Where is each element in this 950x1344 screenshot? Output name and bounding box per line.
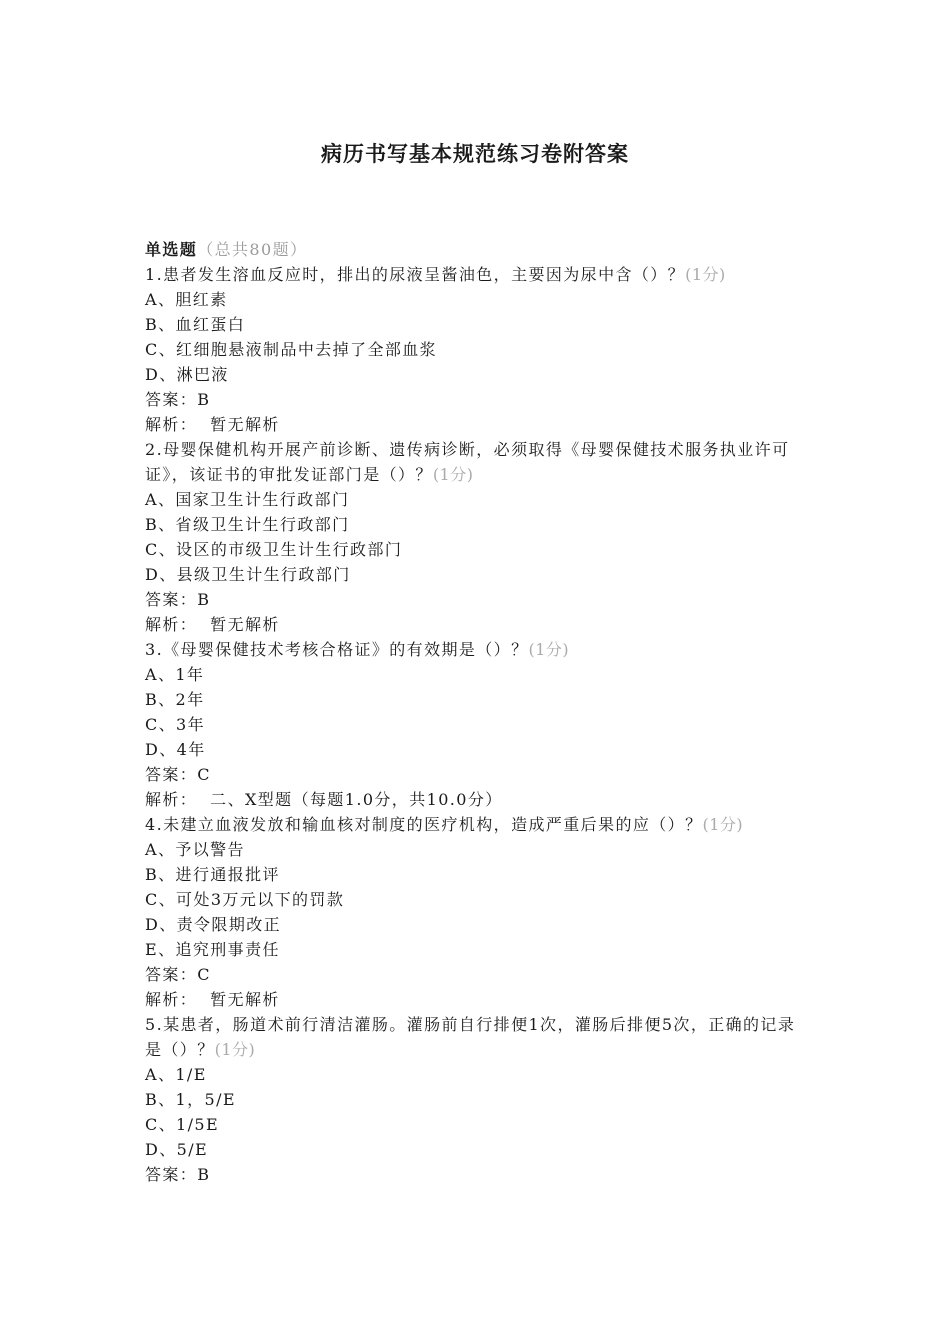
question-1 [145,262,805,437]
option-c: C、可处3万元以下的罚款 [145,890,345,909]
answer: 答案：B [145,390,211,409]
page-title: 病历书写基本规范练习卷附答案 [321,141,629,166]
question-score: (1分) [214,1040,256,1059]
option-c: C、设区的市级卫生计生行政部门 [145,540,403,559]
question-stem [145,637,805,662]
option-e: E、追究刑事责任 [145,940,280,959]
option-d: D、4年 [145,740,206,759]
option-b: B、省级卫生计生行政部门 [145,515,350,534]
option-a: A、国家卫生计生行政部门 [145,490,350,509]
question-4 [145,812,805,1012]
question-score: (1分) [528,640,570,659]
option-b: B、1，5/E [145,1090,236,1109]
question-stem [145,262,805,287]
analysis: 解析： 暂无解析 [145,990,280,1009]
question-score: (1分) [432,465,474,484]
answer: 答案：C [145,965,211,984]
question-stem [145,1012,805,1062]
question-stem-text: 4.未建立血液发放和输血核对制度的医疗机构，造成严重后果的应（）？ [145,815,703,834]
question-score: (1分) [702,815,744,834]
option-b: B、血红蛋白 [145,315,246,334]
option-d: D、淋巴液 [145,365,229,384]
question-stem [145,812,805,837]
question-stem-text: 2.母婴保健机构开展产前诊断、遗传病诊断，必须取得《母婴保健技术服务执业许可证》，该证书的审批发证部门是（）？ [145,440,790,484]
section-label: 单选题 [145,240,198,259]
answer: 答案：B [145,590,211,609]
analysis: 解析： 暂无解析 [145,415,280,434]
question-2 [145,437,805,637]
option-a: A、1/E [145,1065,207,1084]
question-list [145,237,805,1187]
option-a: A、1年 [145,665,205,684]
option-d: D、责令限期改正 [145,915,282,934]
analysis: 解析： 二、X型题（每题1.0分，共10.0分） [145,790,503,809]
option-d: D、5/E [145,1140,209,1159]
question-5 [145,1012,805,1187]
question-stem-text: 1.患者发生溶血反应时，排出的尿液呈酱油色，主要因为尿中含（）？ [145,265,686,284]
option-d: D、县级卫生计生行政部门 [145,565,351,584]
option-a: A、予以警告 [145,840,245,859]
answer: 答案：C [145,765,211,784]
section-count: （总共80题） [197,240,308,259]
question-stem-text: 3.《母婴保健技术考核合格证》的有效期是（）？ [145,640,529,659]
question-stem-text: 5.某患者，肠道术前行清洁灌肠。灌肠前自行排便1次，灌肠后排便5次，正确的记录是（）？ [145,1015,796,1059]
analysis: 解析： 暂无解析 [145,615,280,634]
option-c: C、3年 [145,715,206,734]
option-b: B、进行通报批评 [145,865,280,884]
option-b: B、2年 [145,690,205,709]
question-stem [145,437,805,487]
section-heading [145,237,805,262]
answer: 答案：B [145,1165,211,1184]
option-c: C、红细胞悬液制品中去掉了全部血浆 [145,340,438,359]
question-score: (1分) [685,265,726,284]
option-a: A、胆红素 [145,290,228,309]
question-3 [145,637,805,812]
option-c: C、1/5E [145,1115,220,1134]
